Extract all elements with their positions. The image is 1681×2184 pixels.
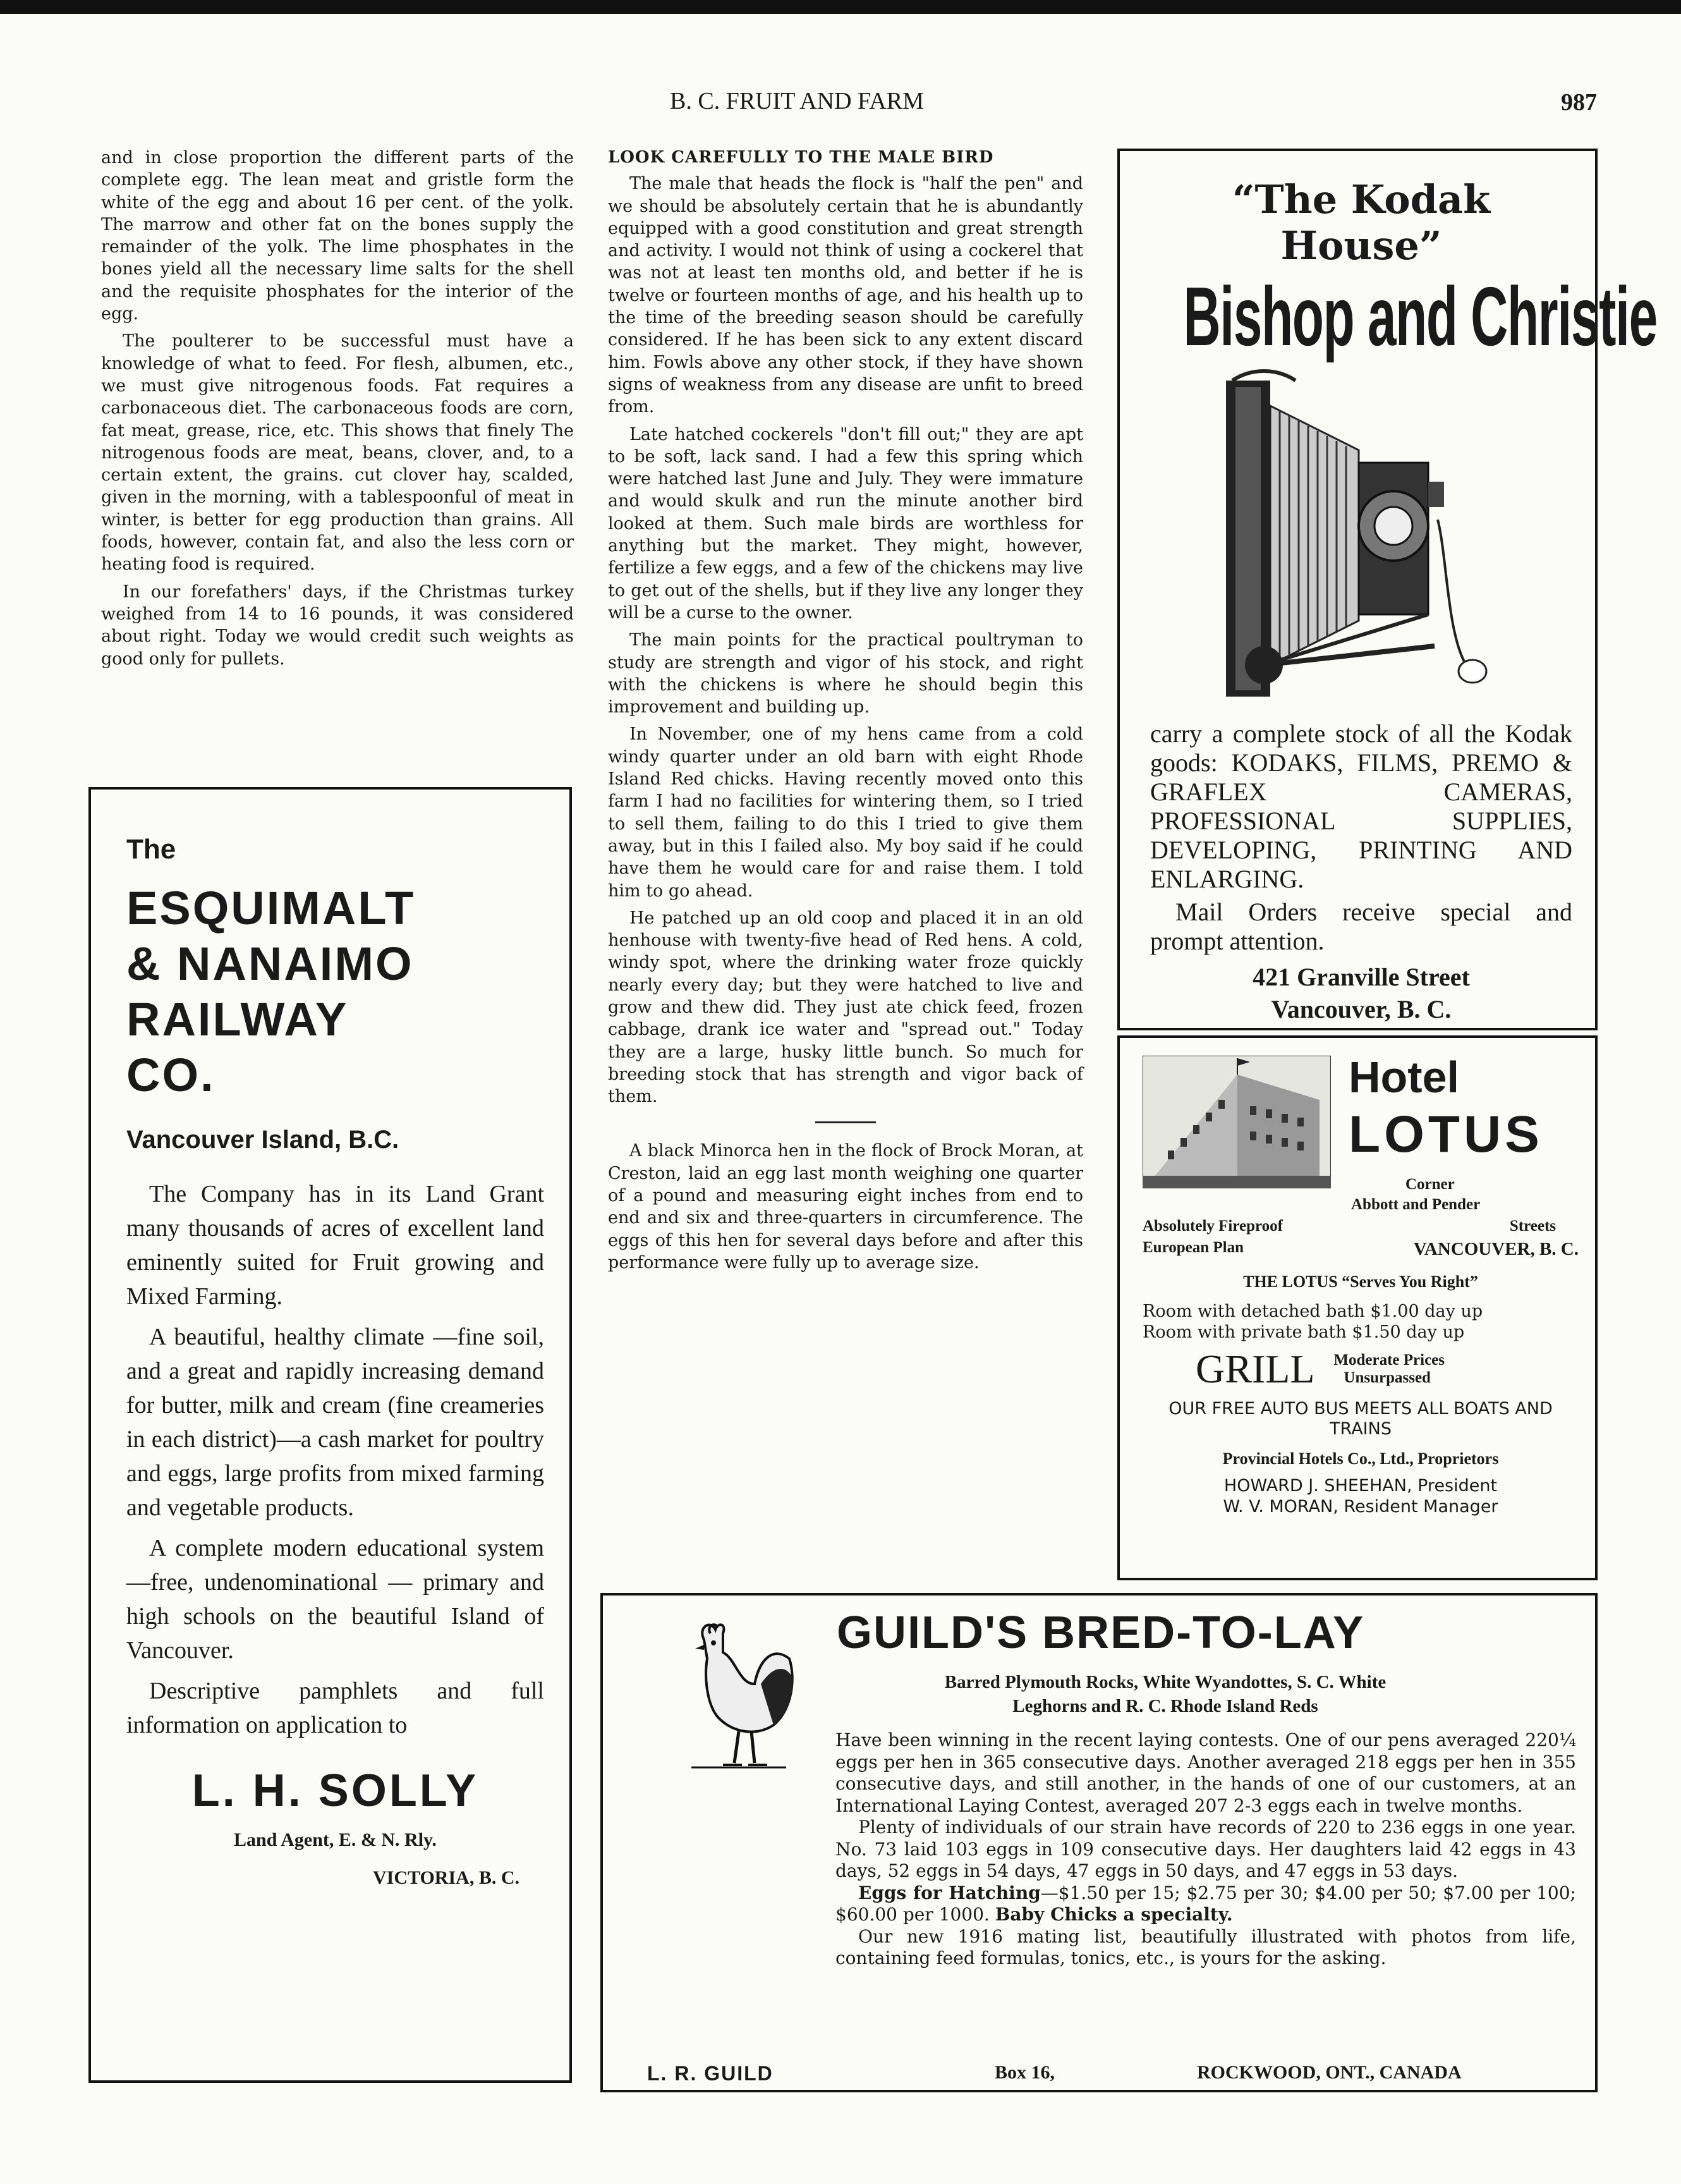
camera-illustration: [1150, 368, 1572, 714]
grill-prices: [1333, 1351, 1445, 1387]
hotel-name: [1349, 1052, 1543, 1193]
agent-city: VICTORIA, B. C.: [373, 1867, 519, 1888]
paragraph: In November, one of my hens came from a cold windy quarter under an old barn with eight Rhode Island Red chicks. Having recently moved onto this farm I had no facilities for wintering them, so I tried to sell them, failing to do this I tried to give them away, but in this I failed also. My boy said if he could have them he would care for and raise them. I told him to go ahead.: [608, 724, 1083, 901]
proprietors: Provincial Hotels Co., Ltd., Proprietors: [1222, 1449, 1499, 1468]
ad-the: The: [126, 834, 176, 865]
box-number: Box 16,: [995, 2062, 1055, 2083]
agent-name: L. H. SOLLY: [191, 1766, 479, 1816]
article-heading: LOOK CAREFULLY TO THE MALE BIRD: [608, 148, 994, 167]
mail-orders: Mail Orders receive special and prompt attention.: [1150, 898, 1572, 955]
eggs-label: Eggs for Hatching: [858, 1882, 1041, 1903]
ad-hotel-lotus: [1117, 1035, 1598, 1580]
company-name-line-3: RAILWAY: [126, 993, 349, 1046]
paragraph: Our new 1916 mating list, beautifully illustrated with photos from life, containing feed formulas, tonics, etc., is yours for the asking.: [835, 1925, 1576, 1968]
prices-line-1: Moderate Prices: [1333, 1351, 1445, 1369]
prices-paragraph: [835, 1882, 1576, 1926]
running-head: B. C. FRUIT AND FARM: [670, 88, 924, 114]
resident-manager: W. V. MORAN, Resident Manager: [1223, 1497, 1498, 1516]
paragraph: Descriptive pamphlets and full information on application to: [126, 1678, 544, 1738]
ad-title: GUILD'S BRED-TO-LAY: [837, 1607, 1365, 1658]
plan-row: [1143, 1239, 1579, 1260]
ad-guild-bred-to-lay: [600, 1593, 1598, 2092]
paragraph: The poulterer to be successful must have a knowledge of what to feed. For flesh, albumen, etc., we must give nitrogenous foods. Fat requires a carbonaceous diet. The carbonaceous foods are corn, fat meat, grease, rice, etc. This shows that finely The nitrogenous foods are meat, beans, clover, and, to a certain extent, the grains. cut clover hay, scalded, given in the morning, with a tablespoonful of meat in winter, is better for egg production than grains. All foods, however, contain fat, and also the less corn or heating food is required.: [101, 331, 574, 575]
hotel-word: Hotel: [1349, 1052, 1459, 1102]
paragraph: The Company has in its Land Grant many thousands of acres of excellent land eminently suited for Fruit growing and Mixed Farming.: [126, 1181, 544, 1310]
hotel-city: VANCOUVER, B. C.: [1413, 1239, 1579, 1259]
ad-body: carry a complete stock of all the Kodak goods: KODAKS, FILMS, PREMO & GRAFLEX CAMERAS, PROFESSIONAL SUPPLIES, DEVELOPING, PRINTING AND ENLARGING.: [1150, 719, 1572, 893]
grill-row: [1143, 1346, 1579, 1393]
shop-name: Bishop and Christie: [1183, 270, 1657, 363]
paragraph: He patched up an old coop and placed it in an old henhouse with twenty-five head of Red hens. A cold, windy spot, where the drinking water froze quickly nearly every day; but they were hatched to live and grow and thew did. They just ate chick feed, frozen cabbage, drank ice water and "spread out." Today they are a large, husky little bunch. So much for breeding stock that has strength and vigor back of them.: [608, 908, 1083, 1107]
hotel-lotus: LOTUS: [1349, 1106, 1543, 1163]
fireproof-row: [1143, 1217, 1579, 1235]
room-rate-2: Room with private bath $1.50 day up: [1143, 1322, 1465, 1342]
section-divider: [815, 1121, 876, 1123]
street-names: Abbott and Pender: [1351, 1196, 1481, 1213]
corner-label: Corner: [1405, 1176, 1455, 1193]
address-line-2: Vancouver, B. C.: [1271, 995, 1452, 1023]
hotel-slogan: THE LOTUS “Serves You Right”: [1243, 1272, 1478, 1291]
company-location: Vancouver Island, B.C.: [126, 1126, 399, 1154]
folding-camera-icon: [1150, 368, 1577, 714]
streets-label: Streets: [1509, 1217, 1556, 1235]
company-name-line-2: & NANAIMO: [126, 937, 414, 990]
company-name-line-4: CO.: [126, 1049, 215, 1101]
paragraph: The main points for the practical poultryman to study are strength and vigor of his stock, and right with the chickens is where he should begin this improvement and building up.: [608, 630, 1083, 717]
hotel-building-icon: [1143, 1056, 1331, 1188]
scan-border: [0, 0, 1681, 14]
hotel-header: [1143, 1052, 1579, 1193]
ad-esquimalt-railway: [88, 787, 572, 2083]
column-2-article: [608, 147, 1083, 1279]
grill-label: GRILL: [1196, 1346, 1315, 1391]
ad-body: [835, 1730, 1576, 1970]
president: HOWARD J. SHEEHAN, President: [1223, 1476, 1498, 1496]
room-rate-1: Room with detached bath $1.00 day up: [1143, 1302, 1483, 1321]
breeder-name: L. R. GUILD: [647, 2062, 774, 2085]
paragraph: In our forefathers' days, if the Christmas turkey weighed from 14 to 16 pounds, it was considered about right. Today we would credit such weights as good only for pullets.: [101, 582, 574, 669]
prices-line-2: Unsurpassed: [1344, 1369, 1431, 1386]
agent-title: Land Agent, E. & N. Rly.: [234, 1829, 437, 1850]
breeds-line-1: Barred Plymouth Rocks, White Wyandottes, S. C. White: [944, 1672, 1387, 1692]
ad-title: “The Kodak House”: [1232, 176, 1491, 269]
paragraph: A complete modern educational system—free, undenominational — primary and high schools on the beautiful Island of Vancouver.: [126, 1535, 544, 1664]
european-plan: European Plan: [1143, 1239, 1244, 1256]
paragraph: Plenty of individuals of our strain have records of 220 to 236 eggs in one year. No. 73 laid 103 eggs in 109 consecutive days. Her daughters laid 42 eggs in 43 days, 52 eggs in 54 days, 47 eggs in 50 days, and 47 eggs in 53 days.: [835, 1817, 1576, 1881]
page-number: 987: [1561, 89, 1597, 116]
fireproof: Absolutely Fireproof: [1143, 1217, 1283, 1235]
paragraph: The male that heads the flock is "half the pen" and we should be absolutely certain that he is abundantly equipped with a good constitution and great strength and activity. I would not think of using a cockerel that was not at least ten months old, and better if he is twelve or fourteen months of age, and his health up to the time of the breeding season should be carefully considered. If he has been sick to any extent discard him. Fowls above any other stock, if they have shown signs of weakness from any disease are unfit to breed from.: [608, 174, 1083, 417]
ad-body: [126, 1177, 544, 1742]
paragraph: A beautiful, healthy climate —fine soil, and a great and rapidly increasing demand for butter, milk and cream (fine creameries in each district)—a cash market for poultry and eggs, large profits from mixed farming and vegetable products.: [126, 1324, 544, 1521]
ad-kodak-house: [1117, 149, 1657, 1030]
breeds: [818, 1670, 1513, 1718]
rooster-illustration: [679, 1614, 799, 1772]
hotel-building-illustration: [1143, 1056, 1331, 1188]
baby-chicks: Baby Chicks a specialty.: [995, 1904, 1233, 1925]
auto-bus: OUR FREE AUTO BUS MEETS ALL BOATS AND TRAINS: [1168, 1399, 1553, 1439]
company-name-line-1: ESQUIMALT: [126, 882, 416, 934]
column-1-article: [101, 147, 574, 675]
paragraph: Late hatched cockerels "don't fill out;" they are apt to be soft, lack sand. I had a few this spring which were hatched last June and July. They were immature and would skulk and run the minute another bird looked at them. Such male birds are worthless for anything but the market. They might, however, fertilize a few eggs, and a few of the chickens may live to get out of the shells, but if they live any longer they will be a curse to the owner.: [608, 424, 1083, 623]
address-line-1: 421 Granville Street: [1253, 963, 1470, 991]
paragraph: and in close proportion the different parts of the complete egg. The lean meat and gristle form the white of the egg and about 16 per cent. of the yolk. The marrow and other fat on the bones supply the remainder of the yolk. The lime phosphates in the bones yield all the necessary lime salts for the shell and the requisite phosphates for the interior of the egg.: [101, 148, 574, 324]
news-note: A black Minorca hen in the flock of Brock Moran, at Creston, laid an egg last month weighing one quarter of a pound and measuring eight inches from end to end and six and three-quarters in circumference. The eggs of this hen for several days before and after this performance were fully up to average size.: [608, 1141, 1083, 1272]
eggs-prices: —$1.50 per 15; $2.75 per 30; $4.00 per 50; $7.00 per 100; $60.00 per 1000.: [835, 1882, 1576, 1925]
rooster-icon: [679, 1614, 799, 1772]
breeder-place: ROCKWOOD, ONT., CANADA: [1197, 2062, 1462, 2083]
paragraph: Have been winning in the recent laying contests. One of our pens averaged 220¼ eggs per hen in 365 consecutive days. Another averaged 218 eggs per hen in 355 consecutive days, and still another, in the hands of one of our customers, at an International Laying Contest, averaged 207 2-3 eggs each in twelve months.: [835, 1730, 1576, 1816]
breeds-line-2: Leghorns and R. C. Rhode Island Reds: [1012, 1696, 1318, 1716]
